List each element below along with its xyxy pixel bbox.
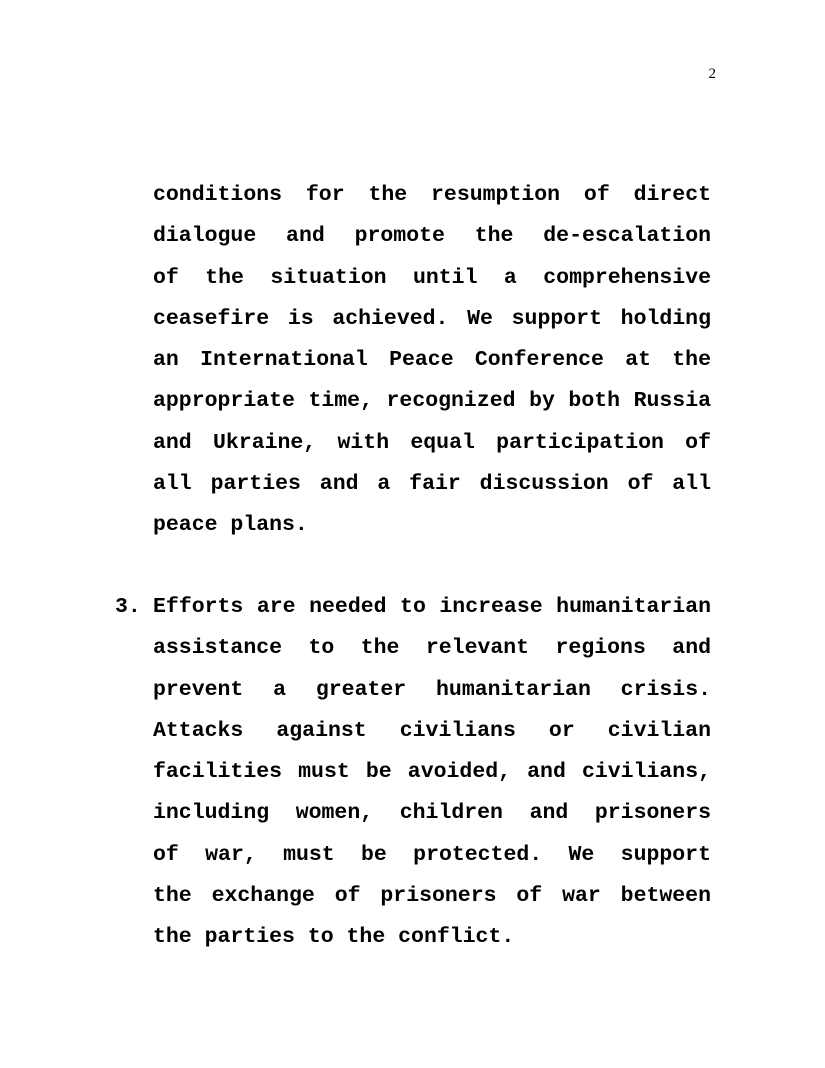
text-line: including women, children and prisoners <box>153 801 711 826</box>
text-line: Efforts are needed to increase humanitarian <box>153 595 711 619</box>
text-line: of war, must be protected. We support <box>153 842 711 867</box>
text-line: of the situation until a comprehensive <box>153 265 711 290</box>
text-line: ceasefire is achieved. We support holding <box>153 306 711 331</box>
numbered-paragraph-3 <box>115 587 711 959</box>
text-line: Attacks against civilians or civilian <box>153 718 711 743</box>
text-line: dialogue and promote the de-escalation <box>153 224 711 249</box>
text-line: conditions for the resumption of direct <box>153 183 711 207</box>
page-number: 2 <box>708 66 716 82</box>
text-line: peace plans. <box>153 513 308 538</box>
text-line: an International Peace Conference at the <box>153 348 711 373</box>
list-number: 3. <box>115 595 141 619</box>
paragraph-continuation <box>153 175 711 547</box>
text-line: appropriate time, recognized by both Russia <box>153 389 711 414</box>
text-line: and Ukraine, with equal participation of <box>153 430 711 455</box>
text-line: the exchange of prisoners of war between <box>153 884 711 909</box>
text-line: prevent a greater humanitarian crisis. <box>153 677 711 702</box>
text-line: assistance to the relevant regions and <box>153 636 711 661</box>
text-line: facilities must be avoided, and civilians, <box>153 760 711 785</box>
text-line: all parties and a fair discussion of all <box>153 472 711 497</box>
text-line: the parties to the conflict. <box>153 925 515 950</box>
